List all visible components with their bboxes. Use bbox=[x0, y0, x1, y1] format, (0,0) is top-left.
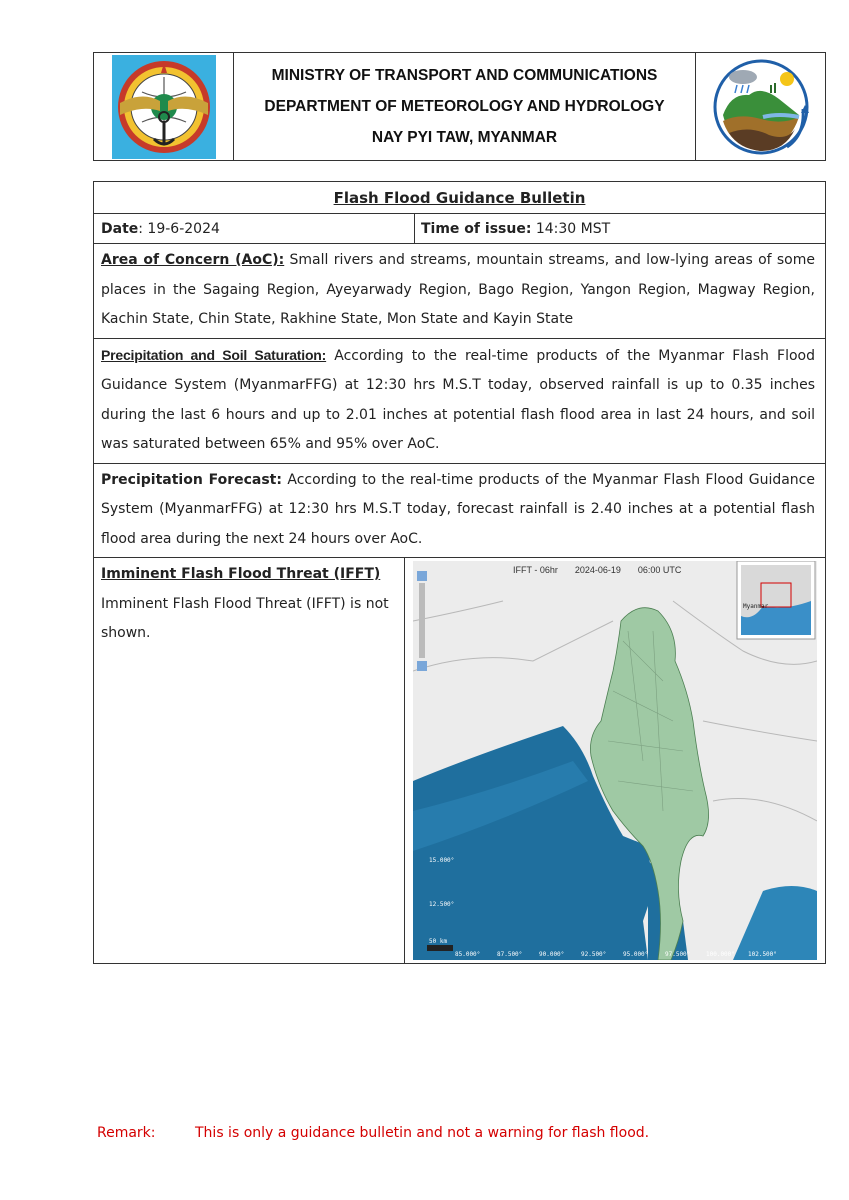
date-value: : 19-6-2024 bbox=[138, 221, 220, 237]
map-title bbox=[513, 565, 698, 575]
ifft-label: Imminent Flash Flood Threat (IFFT) bbox=[101, 566, 381, 582]
map-date: 2024-06-19 bbox=[574, 565, 621, 575]
inset-label: Myanmar bbox=[743, 603, 769, 610]
ifft-map[interactable] bbox=[413, 561, 817, 960]
soil-label: Precipitation and Soil Saturation: bbox=[101, 346, 327, 363]
precipitation-forecast-section bbox=[94, 464, 825, 559]
forecast-label: Precipitation Forecast: bbox=[101, 471, 282, 488]
remark bbox=[97, 1125, 649, 1141]
remark-text: This is only a guidance bulletin and not a warning for flash flood. bbox=[195, 1125, 650, 1141]
map-time: 06:00 UTC bbox=[637, 565, 682, 575]
aoc-label: Area of Concern (AoC): bbox=[101, 252, 285, 268]
ifft-text-cell bbox=[94, 558, 405, 963]
time-label: Time of issue: bbox=[421, 221, 532, 237]
area-of-concern-section bbox=[94, 244, 825, 339]
ministry-title-block bbox=[234, 53, 695, 160]
header-line-2: DEPARTMENT OF METEOROLOGY AND HYDROLOGY bbox=[264, 98, 665, 115]
lon-label: 102.500° bbox=[748, 951, 777, 958]
time-value: 14:30 MST bbox=[531, 221, 611, 237]
date-label: Date bbox=[101, 221, 139, 237]
lon-label: 90.000° bbox=[539, 951, 565, 958]
bulletin-title: Flash Flood Guidance Bulletin bbox=[94, 182, 825, 214]
bulletin-table bbox=[93, 181, 826, 964]
hydro-emblem-logo bbox=[695, 53, 825, 160]
ifft-text: Imminent Flash Flood Threat (IFFT) is not shown. bbox=[101, 595, 389, 641]
date-cell bbox=[94, 214, 415, 243]
header-line-1: MINISTRY OF TRANSPORT AND COMMUNICATIONS bbox=[271, 67, 658, 84]
lon-label: 92.500° bbox=[581, 951, 607, 958]
time-cell bbox=[415, 214, 825, 243]
ifft-section bbox=[94, 558, 825, 963]
letterhead bbox=[93, 52, 826, 161]
ministry-emblem-logo bbox=[94, 53, 234, 160]
aoc-text: Small rivers and streams, mountain streams, and low-lying areas of some places in the Sagaing Region, Ayeyarwady Region, Bago Region, Yangon Region, Magway Region, Kachin State, Chin State, Rakhine State, Mon State and Kayin State bbox=[101, 252, 815, 327]
lon-label: 95.000° bbox=[623, 951, 649, 958]
lon-label: 87.500° bbox=[497, 951, 523, 958]
forecast-text: According to the real-time products of the Myanmar Flash Flood Guidance System (MyanmarFFG) at 12:30 hrs M.S.T today, forecast rainfall is 2.40 inches at a potential flash flood area during the next 24 hours over AoC. bbox=[101, 471, 815, 547]
lat-label: 12.500° bbox=[429, 901, 455, 908]
lon-label: 85.000° bbox=[455, 951, 481, 958]
lon-label: 100.000° bbox=[706, 951, 735, 958]
map-product: IFFT - 06hr bbox=[513, 565, 558, 575]
lat-label: 15.000° bbox=[429, 857, 455, 864]
soil-text: According to the real-time products of the Myanmar Flash Flood Guidance System (MyanmarFFG) at 12:30 hrs M.S.T today, observed rainfall is up to 0.35 inches during the last 6 hours and up to 2.01 inches at potential flash flood area in last 24 hours, and soil was saturated between 65% and 95% over AoC. bbox=[101, 347, 815, 452]
remark-label: Remark: bbox=[97, 1125, 156, 1141]
scale-label: 50 km bbox=[429, 938, 448, 945]
soil-saturation-section bbox=[94, 339, 825, 464]
lon-label: 97.500° bbox=[665, 951, 691, 958]
date-time-row bbox=[94, 214, 825, 244]
header-line-3: NAY PYI TAW, MYANMAR bbox=[371, 129, 558, 146]
ifft-map-cell bbox=[405, 558, 825, 963]
